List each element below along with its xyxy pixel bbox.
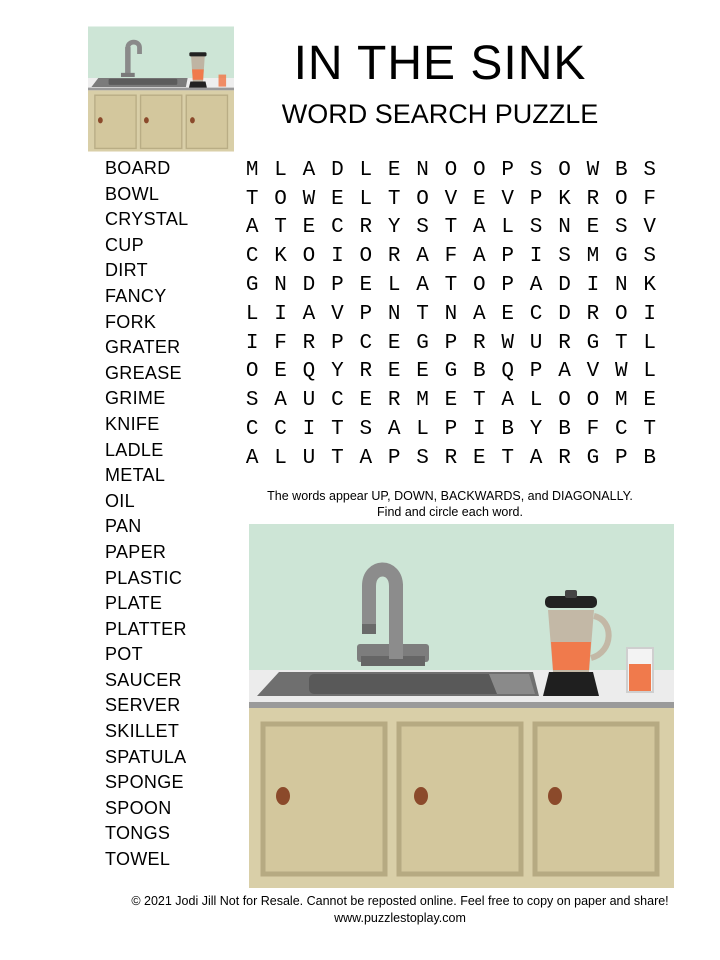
grid-letter[interactable]: I xyxy=(529,245,543,269)
instructions-line-1: The words appear UP, DOWN, BACKWARDS, and DIAGONALLY. xyxy=(267,489,633,503)
grid-letter[interactable]: R xyxy=(302,331,316,355)
grid-letter[interactable]: A xyxy=(529,446,543,470)
grid-letter[interactable]: L xyxy=(245,302,259,326)
grid-letter[interactable]: S xyxy=(643,158,656,182)
grid-letter[interactable]: R xyxy=(359,216,373,240)
grid-letter[interactable]: A xyxy=(558,360,571,384)
grid-letter[interactable]: R xyxy=(586,302,600,326)
word-list-item: SKILLET xyxy=(105,721,180,742)
grid-letter[interactable]: D xyxy=(302,274,316,298)
grid-letter[interactable]: P xyxy=(529,360,543,384)
grid-letter[interactable]: L xyxy=(643,331,656,355)
grid-letter[interactable]: O xyxy=(444,158,458,182)
grid-letter[interactable]: V xyxy=(643,216,656,240)
grid-letter[interactable]: A xyxy=(387,418,401,442)
grid-letter[interactable]: A xyxy=(245,446,259,470)
grid-letter[interactable]: C xyxy=(245,245,259,269)
grid-letter[interactable]: T xyxy=(614,331,628,355)
word-list-item: SERVER xyxy=(105,695,181,716)
grid-letter[interactable]: L xyxy=(643,360,656,384)
grid-letter[interactable]: P xyxy=(359,302,373,326)
grid-letter[interactable]: L xyxy=(501,216,515,240)
grid-letter[interactable]: A xyxy=(245,216,259,240)
grid-row xyxy=(238,358,664,387)
grid-letter[interactable]: T xyxy=(473,389,486,413)
grid-letter[interactable]: A xyxy=(473,245,486,269)
grid-letter[interactable]: A xyxy=(529,274,543,298)
grid-letter[interactable]: V xyxy=(501,187,515,211)
grid-letter[interactable]: G xyxy=(245,274,259,298)
kitchen-sink-thumbnail-illustration xyxy=(88,26,234,152)
grid-letter[interactable]: O xyxy=(558,389,571,413)
grid-letter[interactable]: A xyxy=(473,302,486,326)
grid-letter[interactable]: F xyxy=(586,418,600,442)
grid-row xyxy=(238,329,664,358)
grid-letter[interactable]: T xyxy=(274,216,287,240)
grid-letter[interactable]: B xyxy=(473,360,486,384)
grid-letter[interactable]: P xyxy=(444,418,458,442)
grid-letter[interactable]: B xyxy=(558,418,571,442)
word-list-item: GRIME xyxy=(105,388,166,409)
grid-letter[interactable]: U xyxy=(529,331,543,355)
grid-row xyxy=(238,415,664,444)
grid-letter[interactable]: E xyxy=(473,187,486,211)
grid-letter[interactable]: O xyxy=(359,245,373,269)
copyright-text: © 2021 Jodi Jill Not for Resale. Cannot be reposted online. Feel free to copy on paper and share! xyxy=(131,894,669,908)
grid-letter[interactable]: T xyxy=(245,187,259,211)
word-list-item: CUP xyxy=(105,234,144,255)
word-list-item: GREASE xyxy=(105,362,182,383)
grid-letter[interactable]: T xyxy=(501,446,515,470)
grid-letter[interactable]: A xyxy=(359,446,373,470)
grid-letter[interactable]: C xyxy=(274,418,287,442)
grid-letter[interactable]: M xyxy=(586,245,600,269)
grid-letter[interactable]: A xyxy=(416,274,429,298)
grid-letter[interactable]: E xyxy=(359,389,373,413)
word-search-grid xyxy=(238,156,664,473)
word-list-item: FORK xyxy=(105,311,157,332)
grid-letter[interactable]: T xyxy=(331,446,344,470)
grid-letter[interactable]: E xyxy=(387,331,401,355)
grid-letter[interactable]: U xyxy=(302,446,316,470)
grid-letter[interactable]: R xyxy=(473,331,486,355)
grid-letter[interactable]: A xyxy=(274,389,287,413)
grid-letter[interactable]: O xyxy=(614,187,628,211)
grid-row xyxy=(238,300,664,329)
grid-letter[interactable]: B xyxy=(614,158,628,182)
grid-letter[interactable]: D xyxy=(558,274,571,298)
grid-letter[interactable]: A xyxy=(416,245,429,269)
grid-letter[interactable]: A xyxy=(302,158,316,182)
grid-letter[interactable]: V xyxy=(586,360,600,384)
word-list-item: PLATE xyxy=(105,593,163,614)
word-list-item: PLASTIC xyxy=(105,567,183,588)
grid-letter[interactable]: R xyxy=(586,187,600,211)
grid-letter[interactable]: T xyxy=(444,274,458,298)
grid-letter[interactable]: L xyxy=(416,418,429,442)
grid-letter[interactable]: P xyxy=(501,245,515,269)
word-list-item: GRATER xyxy=(105,337,181,358)
grid-letter[interactable]: N xyxy=(614,274,628,298)
grid-letter[interactable]: P xyxy=(387,446,401,470)
instructions-line-2: Find and circle each word. xyxy=(377,505,523,519)
grid-letter[interactable]: W xyxy=(586,158,600,182)
grid-letter[interactable]: P xyxy=(331,331,344,355)
grid-letter[interactable]: N xyxy=(444,302,458,326)
grid-letter[interactable]: W xyxy=(501,331,515,355)
grid-letter[interactable]: P xyxy=(529,187,543,211)
word-list-item: PAN xyxy=(105,516,142,537)
page-subtitle: WORD SEARCH PUZZLE xyxy=(281,99,599,129)
grid-letter[interactable]: O xyxy=(274,187,287,211)
grid-letter[interactable]: P xyxy=(614,446,628,470)
instructions xyxy=(240,488,660,520)
grid-letter[interactable]: E xyxy=(387,158,401,182)
grid-letter[interactable]: N xyxy=(558,216,571,240)
grid-letter[interactable]: Y xyxy=(387,216,401,240)
grid-letter[interactable]: A xyxy=(473,216,486,240)
grid-letter[interactable]: L xyxy=(274,446,287,470)
grid-letter[interactable]: L xyxy=(359,158,373,182)
grid-letter[interactable]: G xyxy=(444,360,458,384)
grid-letter[interactable]: E xyxy=(274,360,287,384)
grid-letter[interactable]: I xyxy=(302,418,316,442)
grid-letter[interactable]: L xyxy=(274,158,287,182)
grid-letter[interactable]: I xyxy=(586,274,600,298)
website-link[interactable]: www.puzzlestoplay.com xyxy=(334,911,466,925)
grid-letter[interactable]: S xyxy=(529,216,543,240)
grid-letter[interactable]: E xyxy=(444,389,458,413)
grid-row xyxy=(238,444,664,473)
grid-letter[interactable]: T xyxy=(643,418,656,442)
word-list-item: PLATTER xyxy=(105,618,187,639)
grid-letter[interactable]: E xyxy=(331,187,344,211)
word-list-item: SPATULA xyxy=(105,746,187,767)
word-list-item: LADLE xyxy=(105,439,164,460)
grid-letter[interactable]: I xyxy=(245,331,259,355)
grid-letter[interactable]: P xyxy=(331,274,344,298)
grid-letter[interactable]: G xyxy=(586,331,600,355)
grid-letter[interactable]: Q xyxy=(302,360,316,384)
grid-letter[interactable]: I xyxy=(331,245,344,269)
grid-letter[interactable]: C xyxy=(245,418,259,442)
grid-letter[interactable]: G xyxy=(586,446,600,470)
grid-letter[interactable]: E xyxy=(416,360,429,384)
grid-letter[interactable]: A xyxy=(501,389,515,413)
grid-letter[interactable]: C xyxy=(331,389,344,413)
grid-letter[interactable]: P xyxy=(501,158,515,182)
grid-letter[interactable]: V xyxy=(444,187,458,211)
kitchen-sink-illustration xyxy=(249,524,674,888)
grid-letter[interactable]: S xyxy=(416,446,429,470)
grid-letter[interactable]: C xyxy=(359,331,373,355)
grid-letter[interactable]: Y xyxy=(331,360,344,384)
grid-row xyxy=(238,271,664,300)
grid-row xyxy=(238,214,664,243)
grid-letter[interactable]: G xyxy=(614,245,628,269)
grid-letter[interactable]: I xyxy=(473,418,486,442)
grid-letter[interactable]: T xyxy=(416,302,429,326)
grid-letter[interactable]: O xyxy=(614,302,628,326)
grid-letter[interactable]: C xyxy=(614,418,628,442)
word-list-item: FANCY xyxy=(105,285,167,306)
grid-letter[interactable]: P xyxy=(501,274,515,298)
grid-letter[interactable]: E xyxy=(302,216,316,240)
grid-letter[interactable]: R xyxy=(387,389,401,413)
grid-letter[interactable]: N xyxy=(387,302,401,326)
word-list-item: KNIFE xyxy=(105,413,160,434)
word-list-item: BOWL xyxy=(105,183,160,204)
grid-letter[interactable]: F xyxy=(274,331,287,355)
grid-letter[interactable]: U xyxy=(302,389,316,413)
word-list-item: PAPER xyxy=(105,541,167,562)
grid-letter[interactable]: W xyxy=(302,187,316,211)
grid-letter[interactable]: S xyxy=(614,216,628,240)
grid-row xyxy=(238,156,664,185)
word-list-item: CRYSTAL xyxy=(105,209,189,230)
grid-letter[interactable]: Y xyxy=(529,418,543,442)
grid-letter[interactable]: R xyxy=(359,360,373,384)
grid-letter[interactable]: R xyxy=(558,446,571,470)
grid-letter[interactable]: Q xyxy=(501,360,515,384)
grid-letter[interactable]: R xyxy=(558,331,571,355)
grid-letter[interactable]: S xyxy=(558,245,571,269)
grid-letter[interactable]: K xyxy=(274,245,287,269)
grid-row xyxy=(238,242,664,271)
grid-letter[interactable]: M xyxy=(416,389,429,413)
grid-letter[interactable]: F xyxy=(444,245,458,269)
grid-letter[interactable]: O xyxy=(558,158,571,182)
grid-letter[interactable]: O xyxy=(416,187,429,211)
grid-letter[interactable]: N xyxy=(416,158,429,182)
grid-letter[interactable]: E xyxy=(586,216,600,240)
word-list-item: DIRT xyxy=(105,260,148,281)
grid-letter[interactable]: O xyxy=(586,389,600,413)
footer xyxy=(60,893,720,927)
grid-row xyxy=(238,185,664,214)
grid-letter[interactable]: T xyxy=(331,418,344,442)
grid-letter[interactable]: B xyxy=(643,446,656,470)
grid-letter[interactable]: C xyxy=(529,302,543,326)
word-list xyxy=(105,156,225,873)
grid-letter[interactable]: G xyxy=(416,331,429,355)
grid-letter[interactable]: V xyxy=(331,302,344,326)
grid-letter[interactable]: O xyxy=(473,158,486,182)
grid-letter[interactable]: I xyxy=(274,302,287,326)
word-list-item: SPONGE xyxy=(105,772,184,793)
word-list-item: SPOON xyxy=(105,797,172,818)
grid-letter[interactable]: M xyxy=(245,158,259,182)
grid-letter[interactable]: T xyxy=(444,216,458,240)
grid-letter[interactable]: K xyxy=(643,274,656,298)
word-list-item: POT xyxy=(105,644,143,665)
grid-letter[interactable]: D xyxy=(331,158,344,182)
word-list-item: BOARD xyxy=(105,158,171,178)
grid-letter[interactable]: S xyxy=(245,389,259,413)
word-list-item: TOWEL xyxy=(105,849,171,870)
grid-letter[interactable]: R xyxy=(387,245,401,269)
grid-letter[interactable]: O xyxy=(473,274,486,298)
grid-letter[interactable]: D xyxy=(558,302,571,326)
word-list-item: METAL xyxy=(105,465,166,486)
grid-letter[interactable]: T xyxy=(387,187,401,211)
word-list-item: OIL xyxy=(105,490,135,511)
grid-letter[interactable]: C xyxy=(331,216,344,240)
grid-letter[interactable]: S xyxy=(529,158,543,182)
grid-letter[interactable]: L xyxy=(387,274,401,298)
grid-letter[interactable]: S xyxy=(643,245,656,269)
grid-letter[interactable]: K xyxy=(558,187,571,211)
grid-row xyxy=(238,386,664,415)
grid-letter[interactable]: E xyxy=(387,360,401,384)
grid-letter[interactable]: O xyxy=(245,360,259,384)
grid-letter[interactable]: S xyxy=(416,216,429,240)
grid-letter[interactable]: A xyxy=(302,302,316,326)
page-title: IN THE SINK xyxy=(293,37,587,90)
grid-letter[interactable]: P xyxy=(444,331,458,355)
grid-letter[interactable]: L xyxy=(529,389,543,413)
grid-letter[interactable]: E xyxy=(359,274,373,298)
grid-letter[interactable]: E xyxy=(643,389,656,413)
grid-letter[interactable]: B xyxy=(501,418,515,442)
grid-letter[interactable]: M xyxy=(614,389,628,413)
grid-letter[interactable]: L xyxy=(359,187,373,211)
grid-letter[interactable]: W xyxy=(614,360,628,384)
grid-letter[interactable]: I xyxy=(643,302,656,326)
grid-letter[interactable]: E xyxy=(473,446,486,470)
grid-letter[interactable]: S xyxy=(359,418,373,442)
grid-letter[interactable]: F xyxy=(643,187,656,211)
grid-letter[interactable]: O xyxy=(302,245,316,269)
word-list-item: TONGS xyxy=(105,823,171,844)
grid-letter[interactable]: N xyxy=(274,274,287,298)
grid-letter[interactable]: E xyxy=(501,302,515,326)
grid-letter[interactable]: R xyxy=(444,446,458,470)
word-list-item: SAUCER xyxy=(105,669,182,690)
